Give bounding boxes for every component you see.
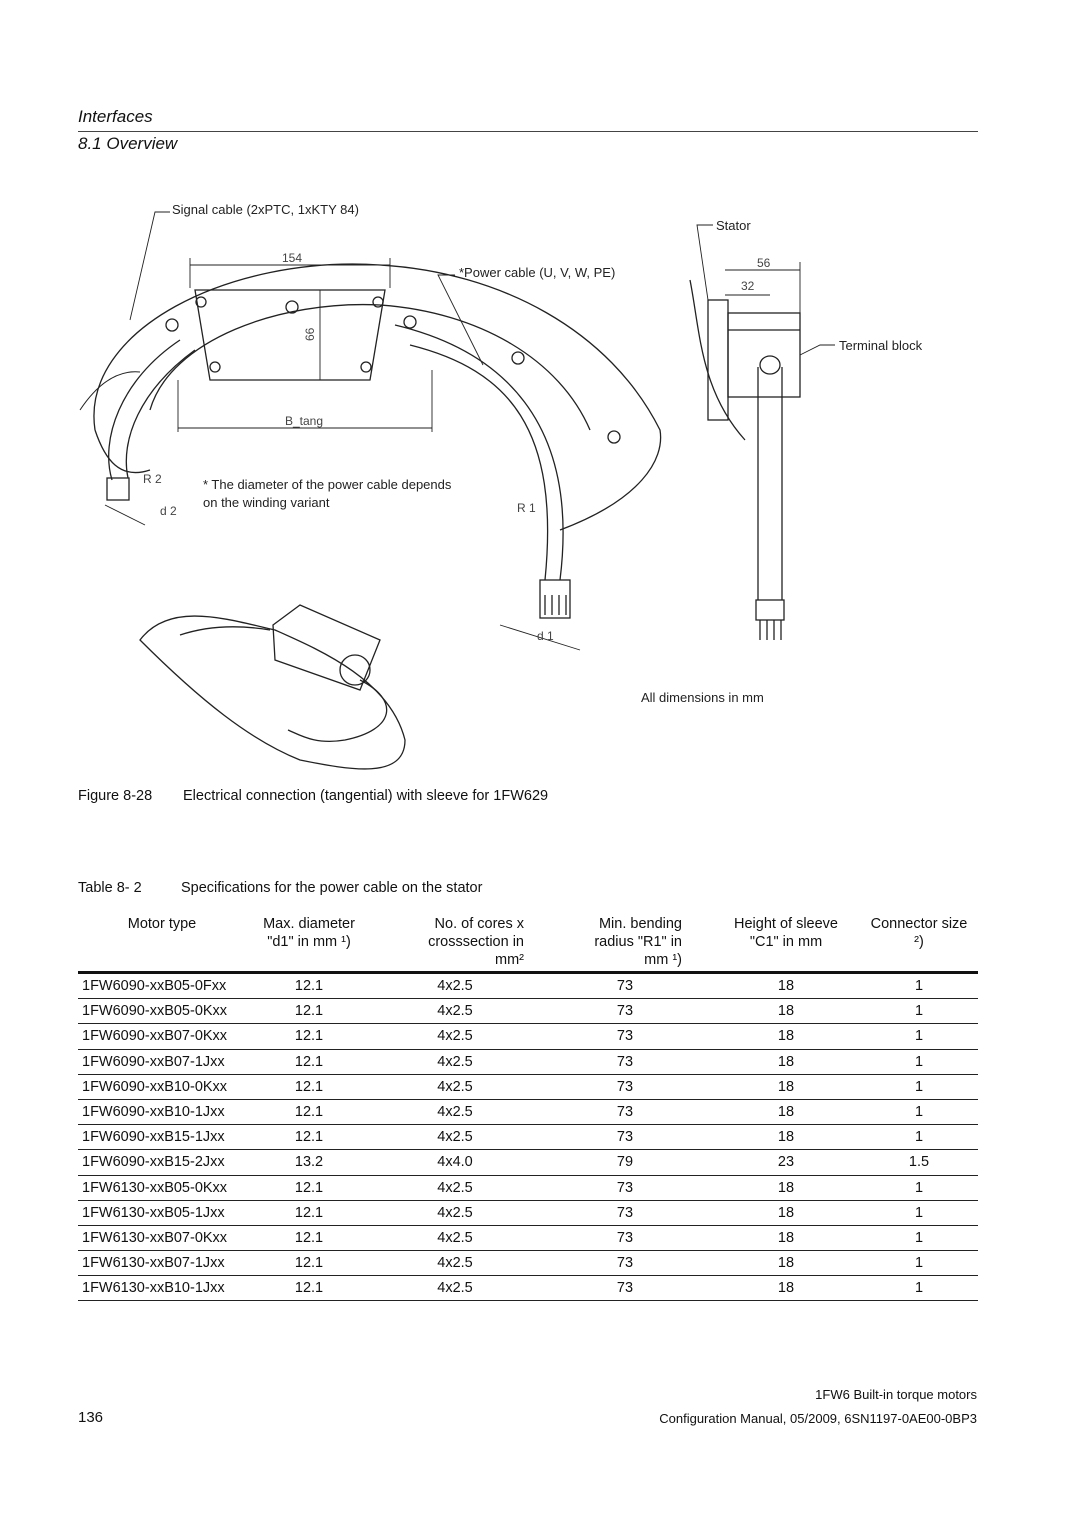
dim-66: 66 [303,327,317,341]
table-row [78,973,978,999]
dim-32: 32 [741,279,755,293]
table-cell: 18 [712,1049,860,1074]
table-cell: 1 [860,1024,978,1049]
table-cell: 18 [712,973,860,999]
table-cell: 18 [712,1125,860,1150]
figure-caption [78,788,548,804]
dim-d2: d 2 [160,504,177,518]
table-cell: 4x2.5 [372,1276,538,1301]
table-cell: 18 [712,1276,860,1301]
dim-154: 154 [282,251,303,265]
table-cell: 4x2.5 [372,1024,538,1049]
table-cell: 73 [538,999,712,1024]
table-cell: 1FW6090-xxB15-2Jxx [78,1150,246,1175]
table-cell: 18 [712,1074,860,1099]
table-number: Table 8- 2 [78,880,142,896]
table-caption [78,880,482,896]
dim-d1: d 1 [537,629,554,643]
stator-ring-inner [150,305,590,430]
table-cell: 1FW6090-xxB07-1Jxx [78,1049,246,1074]
power-cable-side-view [758,367,782,600]
terminal-block-label: Terminal block [839,338,923,353]
table-cell: 73 [538,1074,712,1099]
table-cell: 12.1 [246,1200,372,1225]
table-cell: 12.1 [246,1024,372,1049]
table-cell: 1 [860,999,978,1024]
table-row [78,1125,978,1150]
table-cell: 18 [712,1175,860,1200]
terminal-block-box [728,313,800,397]
table-cell: 4x2.5 [372,1125,538,1150]
table-cell: 1FW6090-xxB05-0Fxx [78,973,246,999]
table-cell: 1 [860,1225,978,1250]
table-cell: 1FW6090-xxB10-0Kxx [78,1074,246,1099]
footer-manual: Configuration Manual, 05/2009, 6SN1197-0AE00-0BP3 [659,1411,977,1426]
table-cell: 73 [538,973,712,999]
note-line-1: * The diameter of the power cable depends [203,477,452,492]
table-cell: 73 [538,1276,712,1301]
header-cores: No. of cores x crosssection in mm² [372,914,538,973]
table-cell: 1FW6090-xxB15-1Jxx [78,1125,246,1150]
table-cell: 73 [538,1024,712,1049]
table-row [78,1251,978,1276]
header-sleeve-height: Height of sleeve "C1" in mm [712,914,860,973]
table-cell: 1 [860,1175,978,1200]
table-cell: 1FW6130-xxB05-0Kxx [78,1175,246,1200]
power-cable-label: *Power cable (U, V, W, PE) [459,265,616,280]
table-cell: 1 [860,1099,978,1124]
table-cell: 4x2.5 [372,973,538,999]
dim-r2: R 2 [143,472,162,486]
table-cell: 1 [860,1074,978,1099]
table-cell: 12.1 [246,1125,372,1150]
table-cell: 18 [712,999,860,1024]
table-cell: 12.1 [246,1251,372,1276]
stator-section [708,300,728,420]
header-motor-type: Motor type [78,914,246,973]
table-cell: 1FW6130-xxB07-1Jxx [78,1251,246,1276]
table-cell: 1 [860,1125,978,1150]
table-cell: 1 [860,1276,978,1301]
table-cell: 73 [538,1125,712,1150]
power-cable-spec-table [78,914,978,1301]
table-cell: 12.1 [246,999,372,1024]
isometric-view [140,616,405,769]
header-bending-radius: Min. bending radius "R1" in mm ¹) [538,914,712,973]
table-title: Specifications for the power cable on the stator [181,880,483,896]
table-body [78,973,978,1301]
table-cell: 18 [712,1099,860,1124]
dim-56: 56 [757,256,771,270]
subsection-title: 8.1 Overview [78,134,178,153]
table-cell: 1FW6090-xxB07-0Kxx [78,1024,246,1049]
table-cell: 12.1 [246,1099,372,1124]
dim-btang: B_tang [285,414,324,428]
all-dimensions-label: All dimensions in mm [641,690,764,705]
table-cell: 1 [860,1049,978,1074]
table-row [78,1200,978,1225]
table-cell: 12.1 [246,1276,372,1301]
table-header-row [78,914,978,973]
table-cell: 12.1 [246,973,372,999]
table-cell: 73 [538,1099,712,1124]
table-cell: 1 [860,973,978,999]
table-cell: 4x2.5 [372,1074,538,1099]
table-cell: 1FW6090-xxB05-0Kxx [78,999,246,1024]
dim-r1: R 1 [517,501,536,515]
table-row [78,1276,978,1301]
table-cell: 13.2 [246,1150,372,1175]
table-cell: 12.1 [246,1225,372,1250]
table-cell: 12.1 [246,1175,372,1200]
table-cell: 4x2.5 [372,1251,538,1276]
footer-product: 1FW6 Built-in torque motors [815,1387,977,1402]
table-row [78,1074,978,1099]
table-cell: 12.1 [246,1049,372,1074]
table-row [78,1150,978,1175]
table-cell: 1FW6130-xxB07-0Kxx [78,1225,246,1250]
table-cell: 4x2.5 [372,1175,538,1200]
table-cell: 4x2.5 [372,1049,538,1074]
table-cell: 1FW6130-xxB10-1Jxx [78,1276,246,1301]
table-row [78,1175,978,1200]
table-cell: 23 [712,1150,860,1175]
power-cable [395,325,563,580]
table-cell: 1 [860,1251,978,1276]
table-cell: 73 [538,1251,712,1276]
table-cell: 73 [538,1175,712,1200]
table-cell: 73 [538,1049,712,1074]
table-cell: 18 [712,1200,860,1225]
stator-label: Stator [716,218,751,233]
header-connector-size: Connector size ²) [860,914,978,973]
table-cell: 1FW6090-xxB10-1Jxx [78,1099,246,1124]
header-max-diameter: Max. diameter "d1" in mm ¹) [246,914,372,973]
table-cell: 18 [712,1024,860,1049]
table-cell: 73 [538,1225,712,1250]
table-cell: 4x4.0 [372,1150,538,1175]
table-cell: 4x2.5 [372,999,538,1024]
page-number: 136 [78,1409,104,1426]
table-cell: 4x2.5 [372,1200,538,1225]
table-cell: 1FW6130-xxB05-1Jxx [78,1200,246,1225]
figure-number: Figure 8-28 [78,788,153,804]
table-cell: 1.5 [860,1150,978,1175]
table-row [78,1225,978,1250]
section-title: Interfaces [78,107,153,126]
table-cell: 1 [860,1200,978,1225]
table-cell: 12.1 [246,1074,372,1099]
table-cell: 18 [712,1251,860,1276]
note-line-2: on the winding variant [203,495,330,510]
table-row [78,1099,978,1124]
table-row [78,1024,978,1049]
table-row [78,999,978,1024]
figure-caption-text: Electrical connection (tangential) with sleeve for 1FW629 [183,788,549,804]
signal-cable-label: Signal cable (2xPTC, 1xKTY 84) [172,202,359,217]
table-cell: 79 [538,1150,712,1175]
table-cell: 4x2.5 [372,1225,538,1250]
table-row [78,1049,978,1074]
table-cell: 4x2.5 [372,1099,538,1124]
table-cell: 18 [712,1225,860,1250]
table-cell: 73 [538,1200,712,1225]
